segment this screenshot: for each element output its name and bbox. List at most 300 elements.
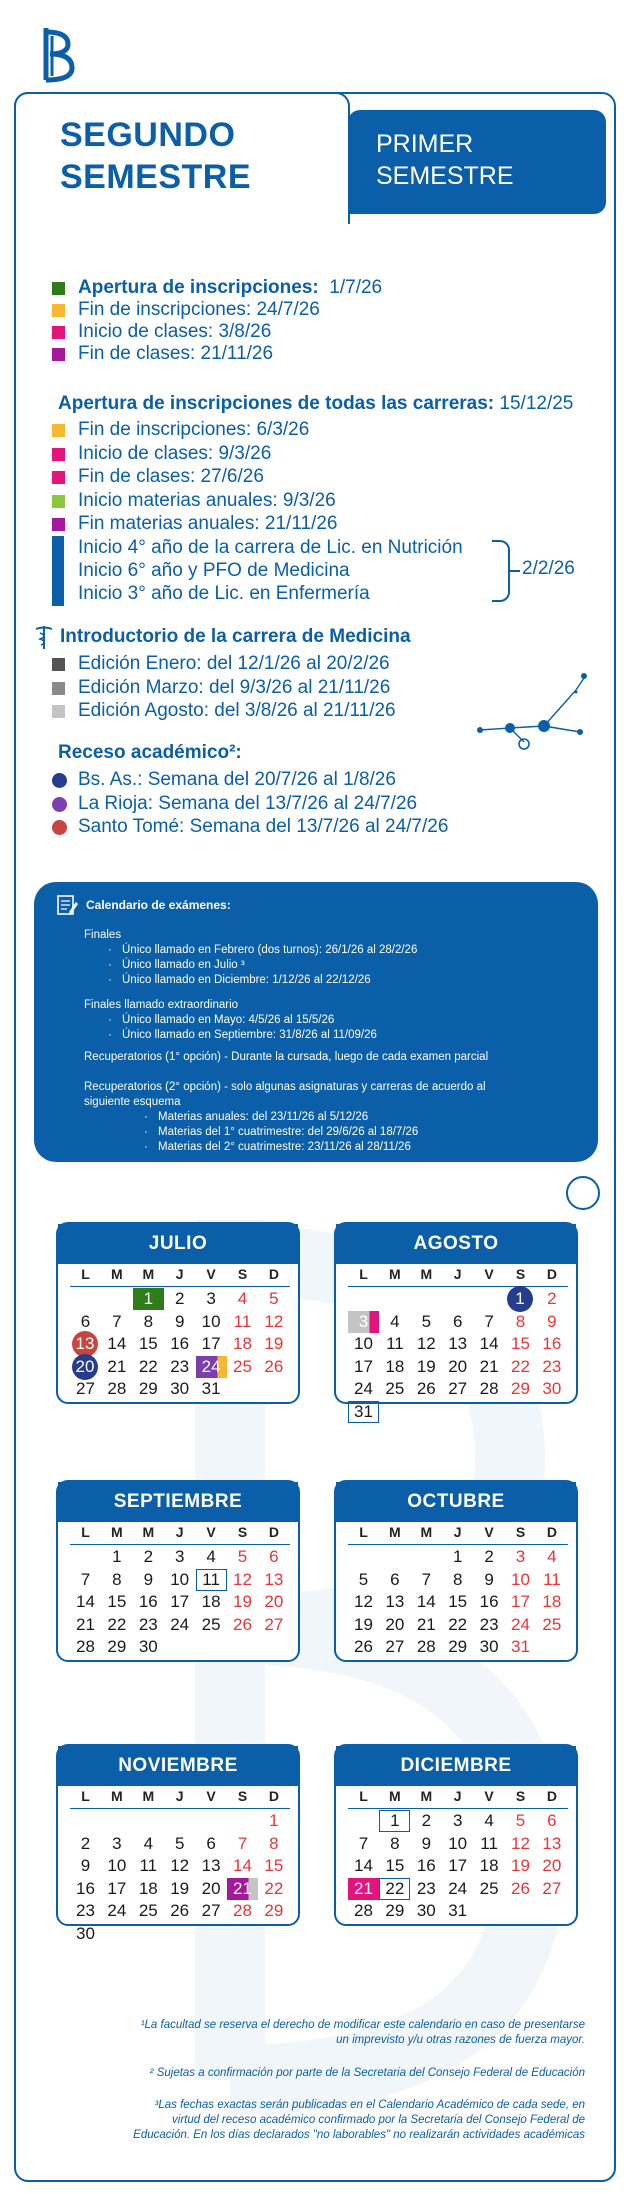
calendar-day: 17 bbox=[448, 1856, 468, 1875]
weekday-header bbox=[70, 1524, 290, 1544]
weekday-label: S bbox=[515, 1266, 526, 1282]
calendar-day: 7 bbox=[358, 1833, 369, 1853]
weekday-label: L bbox=[81, 1266, 90, 1282]
calendar-day: 13 bbox=[448, 1334, 468, 1353]
calendar-day: 11 bbox=[196, 1569, 227, 1591]
header-divider bbox=[70, 1808, 290, 1809]
calendar-day: 8 bbox=[112, 1569, 122, 1589]
calendar-day: 10 bbox=[448, 1833, 468, 1853]
weekday-label: V bbox=[484, 1266, 494, 1282]
calendar-day: 6 bbox=[452, 1311, 463, 1331]
day-grid bbox=[348, 1546, 568, 1656]
calendar-day: 2 bbox=[80, 1833, 91, 1853]
day-grid bbox=[70, 1288, 290, 1398]
tab-label-line: PRIMER bbox=[376, 130, 474, 158]
grouped-marker bbox=[52, 536, 64, 606]
calendar-day: 15 bbox=[448, 1592, 468, 1611]
calendar-day: 8 bbox=[452, 1569, 463, 1589]
calendar-day: 28 bbox=[354, 1901, 373, 1920]
extra-item: · Único llamado en Mayo: 4/5/26 al 15/5/26 bbox=[84, 1013, 377, 1028]
weekday-label: V bbox=[206, 1266, 216, 1282]
calendar-day: 10 bbox=[170, 1569, 190, 1589]
weekday-label: D bbox=[268, 1788, 279, 1804]
color-marker bbox=[52, 282, 65, 295]
footnote-3 bbox=[133, 2098, 585, 2143]
calendar-day: 23 bbox=[138, 1614, 158, 1634]
calendar-day: 15 bbox=[107, 1592, 127, 1611]
list-item-text: Fin materias anuales: 21/11/26 bbox=[78, 513, 338, 534]
calendar-day: 12 bbox=[416, 1334, 436, 1353]
calendar-day: 16 bbox=[170, 1334, 190, 1353]
weekday-label: V bbox=[484, 1788, 494, 1804]
calendar-agosto bbox=[334, 1222, 578, 1421]
weekday-label: V bbox=[206, 1524, 216, 1540]
calendar-day: 13 bbox=[385, 1592, 405, 1611]
list-item-text: Fin de clases: 21/11/26 bbox=[78, 343, 274, 364]
calendar-day: 11 bbox=[233, 1311, 252, 1331]
calendar-day: 4 bbox=[484, 1811, 494, 1830]
calendar-day: 19 bbox=[233, 1592, 252, 1611]
calendar-day: 20 bbox=[385, 1614, 405, 1634]
calendar-noviembre bbox=[56, 1744, 300, 1943]
finales-item: · Único llamado en Julio ³ bbox=[84, 958, 417, 973]
calendar-day: 27 bbox=[448, 1379, 468, 1398]
weekday-label: J bbox=[453, 1266, 462, 1282]
color-marker bbox=[52, 304, 65, 317]
calendar-day: 3 bbox=[515, 1547, 526, 1566]
weekday-label: J bbox=[175, 1788, 184, 1804]
network-decoration-icon bbox=[470, 670, 600, 770]
grouped-date: 2/2/26 bbox=[522, 558, 575, 579]
calendar-day: 5 bbox=[269, 1289, 279, 1308]
calendar-day: 21 bbox=[479, 1356, 499, 1376]
calendar-day: 13 bbox=[201, 1856, 221, 1875]
calendar-day: 15 bbox=[385, 1856, 405, 1875]
header-divider bbox=[70, 1544, 290, 1545]
list-item-text: Edición Enero: del 12/1/26 al 20/2/26 bbox=[78, 653, 390, 674]
tab-segundo-semestre[interactable] bbox=[14, 92, 350, 224]
calendar-day: 24 bbox=[107, 1901, 127, 1920]
calendar-day: 10 bbox=[107, 1856, 127, 1875]
calendar-day: 21 bbox=[416, 1614, 436, 1634]
calendar-day: 14 bbox=[416, 1592, 436, 1611]
calendar-day: 2 bbox=[484, 1547, 494, 1566]
calendar-day: 18 bbox=[542, 1592, 562, 1611]
all-careers-title bbox=[58, 393, 573, 415]
footnote-1 bbox=[141, 2018, 585, 2048]
weekday-label: M bbox=[111, 1524, 123, 1540]
calendar-day: 25 bbox=[542, 1614, 562, 1634]
calendar-day: 25 bbox=[233, 1356, 252, 1376]
finales-title: Finales bbox=[84, 929, 122, 941]
calendar-day: 24 bbox=[354, 1379, 373, 1398]
calendar-day: 31 bbox=[448, 1901, 468, 1920]
calendar-day: 9 bbox=[80, 1856, 91, 1875]
month-title: SEPTIEMBRE bbox=[58, 1482, 298, 1522]
calendar-day: 22 bbox=[379, 1878, 410, 1900]
calendar-day: 29 bbox=[511, 1379, 530, 1398]
calendar-day: 19 bbox=[416, 1356, 436, 1376]
calendar-day: 27 bbox=[264, 1614, 284, 1634]
finales-block bbox=[84, 928, 417, 988]
footnote-line: ³Las fechas exactas serán publicadas en el Calendario Académico de cada sede, en bbox=[154, 2099, 585, 2111]
calendar-day: 5 bbox=[174, 1833, 185, 1853]
calendar-day: 11 bbox=[386, 1334, 404, 1353]
calendar-day: 4 bbox=[390, 1311, 400, 1331]
calendar-day: 14 bbox=[233, 1856, 252, 1875]
calendar-day: 14 bbox=[107, 1334, 127, 1353]
calendar-day: 18 bbox=[138, 1878, 158, 1898]
weekday-label: M bbox=[420, 1788, 433, 1804]
calendar-day: 8 bbox=[269, 1833, 279, 1853]
list-item-text: Edición Agosto: del 3/8/26 al 21/11/26 bbox=[78, 700, 396, 721]
calendar-day: 7 bbox=[484, 1311, 494, 1331]
calendar-day: 27 bbox=[201, 1901, 221, 1920]
calendar-day: 23 bbox=[76, 1901, 95, 1920]
calendar-day: 30 bbox=[138, 1637, 158, 1656]
color-marker bbox=[52, 705, 65, 718]
calendar-day: 5 bbox=[358, 1569, 369, 1589]
day-grid bbox=[348, 1810, 568, 1920]
calendar-day: 22 bbox=[448, 1614, 468, 1634]
calendar-day: 12 bbox=[511, 1833, 530, 1853]
extra-block bbox=[84, 998, 377, 1043]
weekday-label: V bbox=[484, 1524, 494, 1540]
calendar-diciembre bbox=[334, 1744, 578, 1926]
calendar-day: 3 bbox=[452, 1811, 463, 1830]
calendar-day: 2 bbox=[143, 1547, 154, 1566]
calendar-day: 29 bbox=[385, 1901, 405, 1920]
calendar-day: 17 bbox=[107, 1878, 127, 1898]
calendar-day: 3 bbox=[348, 1311, 379, 1333]
list-item-text: Inicio 6° año y PFO de Medicina bbox=[78, 560, 350, 581]
calendar-day: 7 bbox=[237, 1833, 248, 1853]
calendar-day: 16 bbox=[138, 1592, 158, 1611]
calendar-day: 1 bbox=[452, 1547, 463, 1566]
calendar-day: 14 bbox=[354, 1856, 373, 1875]
calendar-day: 27 bbox=[542, 1878, 562, 1898]
university-logo-icon bbox=[38, 26, 78, 84]
calendar-day: 14 bbox=[76, 1592, 95, 1611]
weekday-header bbox=[348, 1266, 568, 1286]
calendar-day: 11 bbox=[480, 1833, 498, 1853]
weekday-label: M bbox=[111, 1266, 123, 1282]
weekday-label: J bbox=[175, 1266, 184, 1282]
calendar-day: 24 bbox=[170, 1614, 190, 1634]
calendar-day: 28 bbox=[76, 1637, 95, 1656]
calendar-day: 20 bbox=[264, 1592, 284, 1611]
caduceus-icon bbox=[34, 624, 54, 650]
calendar-day: 23 bbox=[542, 1356, 562, 1376]
calendar-day: 14 bbox=[479, 1334, 499, 1353]
calendar-day: 25 bbox=[385, 1379, 405, 1398]
calendar-day: 31 bbox=[201, 1379, 221, 1398]
calendar-day: 11 bbox=[543, 1569, 561, 1589]
recup2-text: siguiente esquema bbox=[84, 1096, 181, 1108]
calendar-day: 1 bbox=[507, 1286, 533, 1312]
calendar-day: 13 bbox=[72, 1331, 98, 1357]
calendar-day: 23 bbox=[479, 1614, 499, 1634]
list-item-text: Fin de inscripciones: 6/3/26 bbox=[78, 419, 310, 440]
calendar-day: 11 bbox=[139, 1856, 158, 1875]
calendar-day: 6 bbox=[206, 1833, 216, 1853]
calendar-day: 8 bbox=[143, 1311, 154, 1331]
calendar-day: 10 bbox=[354, 1334, 373, 1353]
calendar-day: 17 bbox=[354, 1356, 373, 1376]
color-marker bbox=[52, 448, 65, 461]
calendar-day: 5 bbox=[515, 1811, 526, 1830]
calendar-day: 7 bbox=[80, 1569, 91, 1589]
weekday-header bbox=[70, 1266, 290, 1286]
calendar-day: 9 bbox=[143, 1569, 154, 1589]
calendar-day: 1 bbox=[112, 1547, 122, 1566]
calendar-day: 28 bbox=[416, 1637, 436, 1656]
calendar-day: 28 bbox=[107, 1379, 127, 1398]
extra-title: Finales llamado extraordinario bbox=[84, 999, 239, 1011]
calendar-day: 25 bbox=[479, 1878, 499, 1898]
list-item-text: Edición Marzo: del 9/3/26 al 21/11/26 bbox=[78, 676, 391, 698]
calendar-septiembre bbox=[56, 1480, 300, 1662]
weekday-label: M bbox=[142, 1788, 155, 1804]
calendar-day: 31 bbox=[348, 1401, 379, 1423]
color-marker bbox=[52, 326, 65, 339]
calendar-day: 30 bbox=[479, 1637, 499, 1656]
calendar-day: 19 bbox=[354, 1614, 373, 1634]
day-grid bbox=[70, 1546, 290, 1656]
color-marker bbox=[52, 518, 65, 531]
weekday-label: J bbox=[453, 1788, 462, 1804]
calendar-day: 30 bbox=[76, 1923, 95, 1943]
calendar-day: 12 bbox=[264, 1311, 284, 1331]
calendar-day: 18 bbox=[201, 1592, 221, 1611]
color-marker bbox=[52, 658, 65, 671]
calendar-day: 3 bbox=[112, 1833, 122, 1853]
calendar-day: 27 bbox=[76, 1379, 95, 1398]
footnote-line: Educación. En los días declarados "no laborables" no realizarán actividades académicas bbox=[133, 2129, 585, 2141]
calendar-day: 9 bbox=[547, 1311, 557, 1331]
color-marker bbox=[52, 773, 67, 788]
footnote-line: ¹La facultad se reserva el derecho de modificar este calendario en caso de presentarse bbox=[140, 2019, 585, 2031]
calendar-day: 22 bbox=[264, 1878, 284, 1898]
calendar-day: 20 bbox=[201, 1878, 221, 1898]
calendar-day: 4 bbox=[143, 1833, 154, 1853]
calendar-day: 10 bbox=[201, 1311, 221, 1331]
calendar-day: 29 bbox=[264, 1901, 284, 1920]
calendar-day: 13 bbox=[542, 1833, 562, 1853]
footnote-line: virtud del receso académico confirmado por la Secretaria del Consejo Federal de bbox=[172, 2114, 585, 2126]
color-marker bbox=[52, 495, 65, 508]
calendar-day: 15 bbox=[264, 1856, 284, 1875]
calendar-day: 9 bbox=[421, 1833, 432, 1853]
calendar-day: 19 bbox=[511, 1856, 530, 1875]
footnote-2 bbox=[150, 2066, 585, 2081]
list-item-text: Inicio de clases: 9/3/26 bbox=[78, 442, 272, 464]
recup2-item: · Materias del 2° cuatrimestre: 23/11/26 al 28/11/26 bbox=[84, 1140, 486, 1155]
receso-title: Receso académico²: bbox=[58, 742, 242, 763]
weekday-label: D bbox=[268, 1266, 279, 1282]
weekday-label: M bbox=[142, 1266, 155, 1282]
weekday-label: S bbox=[237, 1788, 248, 1804]
calendar-day: 4 bbox=[206, 1547, 216, 1566]
weekday-label: L bbox=[359, 1524, 368, 1540]
weekday-label: J bbox=[175, 1524, 184, 1540]
calendar-day: 31 bbox=[511, 1637, 530, 1656]
color-marker bbox=[52, 471, 65, 484]
calendar-day: 21 bbox=[227, 1878, 258, 1900]
calendar-day: 10 bbox=[511, 1569, 530, 1589]
calendar-day: 2 bbox=[421, 1811, 432, 1830]
calendar-day: 20 bbox=[448, 1356, 468, 1376]
calendar-day: 17 bbox=[170, 1592, 190, 1611]
list-item-text: Inicio materias anuales: 9/3/26 bbox=[78, 489, 336, 511]
calendar-day: 23 bbox=[416, 1878, 436, 1898]
weekday-header bbox=[70, 1788, 290, 1808]
calendar-day: 26 bbox=[264, 1356, 284, 1376]
calendar-day: 30 bbox=[170, 1379, 190, 1398]
calendar-day: 17 bbox=[201, 1334, 221, 1353]
decorative-ring bbox=[566, 1176, 600, 1210]
weekday-label: M bbox=[142, 1524, 155, 1540]
calendar-day: 28 bbox=[479, 1379, 499, 1398]
calendar-day: 9 bbox=[174, 1311, 185, 1331]
weekday-label: S bbox=[515, 1788, 526, 1804]
exams-title: Calendario de exámenes: bbox=[86, 898, 231, 912]
footnote-line: un imprevisto y/u otras razones de fuerza mayor. bbox=[336, 2034, 585, 2046]
weekday-label: L bbox=[359, 1266, 368, 1282]
calendar-octubre bbox=[334, 1480, 578, 1662]
finales-item: · Único llamado en Febrero (dos turnos): 26/1/26 al 28/2/26 bbox=[84, 943, 417, 958]
calendar-day: 24 bbox=[196, 1356, 227, 1378]
weekday-label: L bbox=[81, 1524, 90, 1540]
calendar-day: 29 bbox=[138, 1379, 158, 1398]
calendar-day: 20 bbox=[542, 1856, 562, 1875]
calendar-day: 3 bbox=[206, 1289, 216, 1308]
weekday-header bbox=[348, 1524, 568, 1544]
calendar-day: 22 bbox=[138, 1356, 158, 1376]
calendar-day: 7 bbox=[421, 1569, 432, 1589]
color-marker bbox=[52, 424, 65, 437]
list-item-text: Inicio 3° año de Lic. en Enfermería bbox=[78, 583, 370, 604]
calendar-julio bbox=[56, 1222, 300, 1404]
calendar-day: 30 bbox=[542, 1379, 562, 1398]
list-item-text: Bs. As.: Semana del 20/7/26 al 1/8/26 bbox=[78, 769, 396, 790]
recup2-item: · Materias del 1° cuatrimestre: del 29/6/26 al 18/7/26 bbox=[84, 1125, 486, 1140]
weekday-label: M bbox=[111, 1788, 123, 1804]
header-divider bbox=[348, 1286, 568, 1287]
calendar-day: 12 bbox=[233, 1569, 252, 1589]
medicina-title: Introductorio de la carrera de Medicina bbox=[60, 626, 411, 647]
calendar-day: 19 bbox=[170, 1878, 190, 1898]
list-item-text: Inicio 4° año de la carrera de Lic. en Nutrición bbox=[78, 537, 463, 558]
calendar-day: 13 bbox=[264, 1569, 284, 1589]
footnote-line: ² Sujetas a confirmación por parte de la Secretaria del Consejo Federal de Educación bbox=[149, 2067, 585, 2079]
all-careers-title-text: Apertura de inscripciones de todas las carreras: bbox=[58, 393, 495, 414]
calendar-day: 26 bbox=[511, 1878, 530, 1898]
calendar-day: 16 bbox=[479, 1592, 499, 1611]
weekday-label: L bbox=[81, 1788, 90, 1804]
calendar-day: 18 bbox=[479, 1856, 499, 1875]
calendar-day: 6 bbox=[269, 1547, 279, 1566]
calendar-day: 5 bbox=[421, 1311, 432, 1331]
calendar-day: 1 bbox=[133, 1288, 164, 1310]
calendar-day: 16 bbox=[76, 1878, 95, 1898]
weekday-label: M bbox=[389, 1524, 401, 1540]
calendar-day: 26 bbox=[416, 1379, 436, 1398]
calendar-day: 21 bbox=[107, 1356, 127, 1376]
weekday-label: J bbox=[453, 1524, 462, 1540]
calendar-day: 22 bbox=[511, 1356, 530, 1376]
calendar-day: 29 bbox=[107, 1637, 127, 1656]
calendar-day: 15 bbox=[511, 1334, 530, 1353]
weekday-label: S bbox=[237, 1524, 248, 1540]
calendar-day: 2 bbox=[547, 1289, 557, 1308]
calendar-day: 9 bbox=[484, 1569, 494, 1589]
month-title: OCTUBRE bbox=[336, 1482, 576, 1522]
tab-label-line: SEMESTRE bbox=[376, 162, 514, 190]
calendar-day: 17 bbox=[511, 1592, 530, 1611]
calendar-day: 16 bbox=[416, 1856, 436, 1875]
weekday-label: S bbox=[515, 1524, 526, 1540]
month-title: AGOSTO bbox=[336, 1224, 576, 1264]
calendar-day: 23 bbox=[170, 1356, 190, 1376]
calendar-day: 2 bbox=[174, 1289, 185, 1308]
weekday-label: D bbox=[546, 1266, 557, 1282]
color-marker bbox=[52, 820, 67, 835]
weekday-label: S bbox=[237, 1266, 248, 1282]
calendar-day: 15 bbox=[138, 1334, 158, 1353]
calendar-day: 24 bbox=[448, 1878, 468, 1898]
month-title: DICIEMBRE bbox=[336, 1746, 576, 1786]
weekday-label: V bbox=[206, 1788, 216, 1804]
calendar-day: 28 bbox=[233, 1901, 252, 1920]
calendar-day: 7 bbox=[112, 1311, 122, 1331]
weekday-label: L bbox=[359, 1788, 368, 1804]
month-title: NOVIEMBRE bbox=[58, 1746, 298, 1786]
tab-label-line: SEGUNDO bbox=[60, 116, 236, 154]
calendar-day: 20 bbox=[72, 1354, 98, 1380]
calendar-day: 26 bbox=[233, 1614, 252, 1634]
calendar-day: 21 bbox=[76, 1614, 95, 1634]
calendar-day: 8 bbox=[390, 1833, 400, 1853]
recup1-text: Recuperatorios (1° opción) - Durante la cursada, luego de cada examen parcial bbox=[84, 1051, 489, 1063]
weekday-label: M bbox=[389, 1266, 401, 1282]
list-item-text: Apertura de inscripciones: 1/7/26 bbox=[78, 277, 383, 298]
header-divider bbox=[348, 1808, 568, 1809]
calendar-day: 1 bbox=[379, 1810, 410, 1832]
calendar-day: 6 bbox=[390, 1569, 400, 1589]
calendar-day: 16 bbox=[542, 1334, 562, 1353]
calendar-day: 12 bbox=[354, 1592, 373, 1611]
tab-label-line: SEMESTRE bbox=[60, 158, 252, 196]
calendar-day: 18 bbox=[233, 1334, 252, 1353]
calendar-day: 19 bbox=[264, 1334, 284, 1353]
calendar-day: 5 bbox=[237, 1547, 248, 1566]
calendar-day: 18 bbox=[385, 1356, 405, 1376]
list-item-text: Santo Tomé: Semana del 13/7/26 al 24/7/26 bbox=[78, 816, 449, 837]
weekday-label: M bbox=[420, 1524, 433, 1540]
calendar-day: 29 bbox=[448, 1637, 468, 1656]
day-grid bbox=[348, 1288, 568, 1421]
grouped-brace-tick bbox=[508, 570, 520, 572]
tab-primer-semestre[interactable] bbox=[348, 110, 606, 214]
calendar-day: 30 bbox=[416, 1901, 436, 1920]
calendar-day: 3 bbox=[174, 1547, 185, 1566]
weekday-label: M bbox=[420, 1266, 433, 1282]
calendar-day: 26 bbox=[170, 1901, 190, 1920]
calendar-day: 1 bbox=[269, 1811, 279, 1830]
calendar-day: 4 bbox=[547, 1547, 557, 1566]
weekday-label: D bbox=[546, 1788, 557, 1804]
